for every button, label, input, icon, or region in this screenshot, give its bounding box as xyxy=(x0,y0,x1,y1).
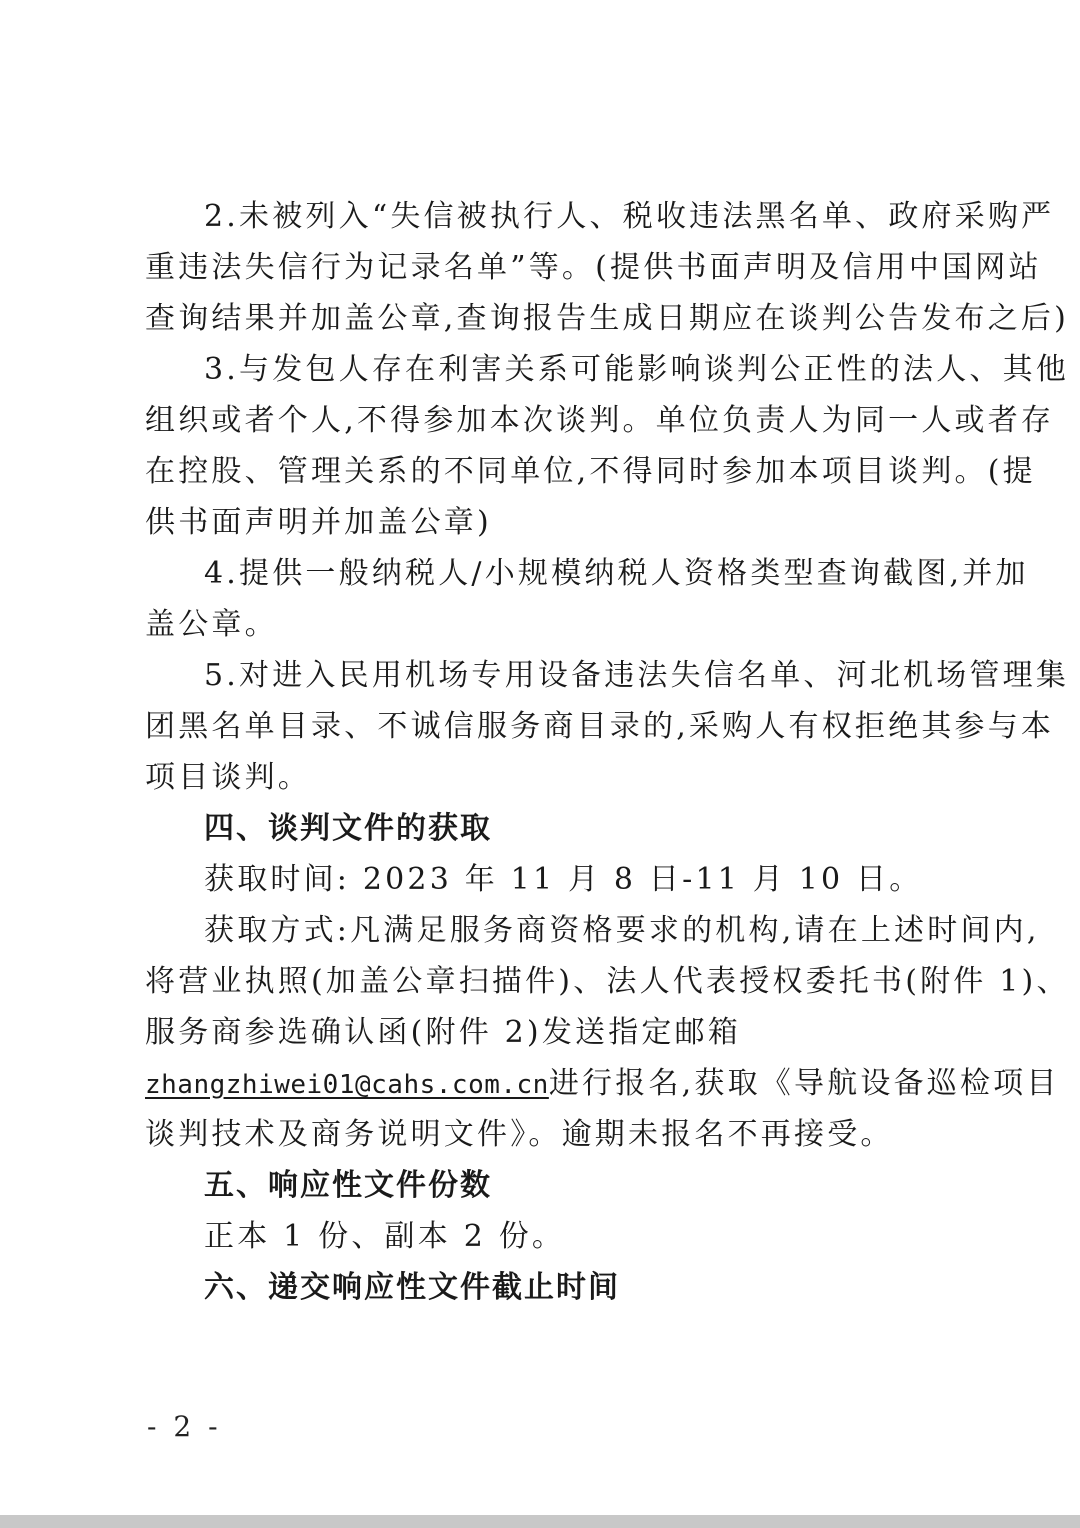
paragraph-line: 重违法失信行为记录名单”等。(提供书面声明及信用中国网站 xyxy=(145,250,1042,285)
page-number: - 2 - xyxy=(147,1410,222,1443)
paragraph-line: 4.提供一般纳税人/小规模纳税人资格类型查询截图,并加 xyxy=(204,556,1029,591)
acquisition-method-line: 谈判技术及商务说明文件》。逾期未报名不再接受。 xyxy=(145,1117,894,1152)
document-body xyxy=(145,191,1070,1313)
paragraph-line: 组织或者个人,不得参加本次谈判。单位负责人为同一人或者存 xyxy=(145,403,1055,438)
paragraph-item-5 xyxy=(145,650,1070,803)
section-copies xyxy=(145,1160,945,1262)
acquisition-method-line: 服务商参选确认函(附件 2)发送指定邮箱 xyxy=(145,1015,742,1050)
paragraph-line: 项目谈判。 xyxy=(145,760,311,795)
paragraph-line: 查询结果并加盖公章,查询报告生成日期应在谈判公告发布之后) xyxy=(145,301,1070,336)
section-heading: 五、响应性文件份数 xyxy=(204,1168,492,1203)
email-line xyxy=(145,1058,1060,1109)
section-deadline xyxy=(145,1262,945,1313)
viewer-bottom-bar xyxy=(0,1515,1080,1528)
paragraph-line: 在控股、管理关系的不同单位,不得同时参加本项目谈判。(提 xyxy=(145,454,1036,489)
copies-count: 正本 1 份、副本 2 份。 xyxy=(204,1219,566,1254)
email-line-tail: 进行报名,获取《导航设备巡检项目 xyxy=(548,1066,1060,1101)
section-acquisition xyxy=(145,803,1070,1160)
paragraph-line: 团黑名单目录、不诚信服务商目录的,采购人有权拒绝其参与本 xyxy=(145,709,1055,744)
acquisition-method-line: 将营业执照(加盖公章扫描件)、法人代表授权委托书(附件 1)、 xyxy=(145,964,1070,999)
acquisition-method-line: 获取方式:凡满足服务商资格要求的机构,请在上述时间内, xyxy=(204,913,1040,948)
section-heading: 四、谈判文件的获取 xyxy=(204,811,492,846)
email-link[interactable]: zhangzhiwei01@cahs.com.cn xyxy=(145,1070,549,1100)
paragraph-line: 5.对进入民用机场专用设备违法失信名单、河北机场管理集 xyxy=(204,658,1070,693)
acquisition-time: 获取时间: 2023 年 11 月 8 日-11 月 10 日。 xyxy=(204,862,923,897)
paragraph-item-2 xyxy=(145,191,1070,344)
paragraph-line: 盖公章。 xyxy=(145,607,278,642)
paragraph-line: 3.与发包人存在利害关系可能影响谈判公正性的法人、其他 xyxy=(204,352,1070,387)
paragraph-line: 供书面声明并加盖公章) xyxy=(145,505,492,540)
paragraph-line: 2.未被列入“失信被执行人、税收违法黑名单、政府采购严 xyxy=(204,199,1055,234)
section-heading: 六、递交响应性文件截止时间 xyxy=(204,1270,620,1305)
paragraph-item-3 xyxy=(145,344,1070,548)
paragraph-item-4 xyxy=(145,548,1029,650)
